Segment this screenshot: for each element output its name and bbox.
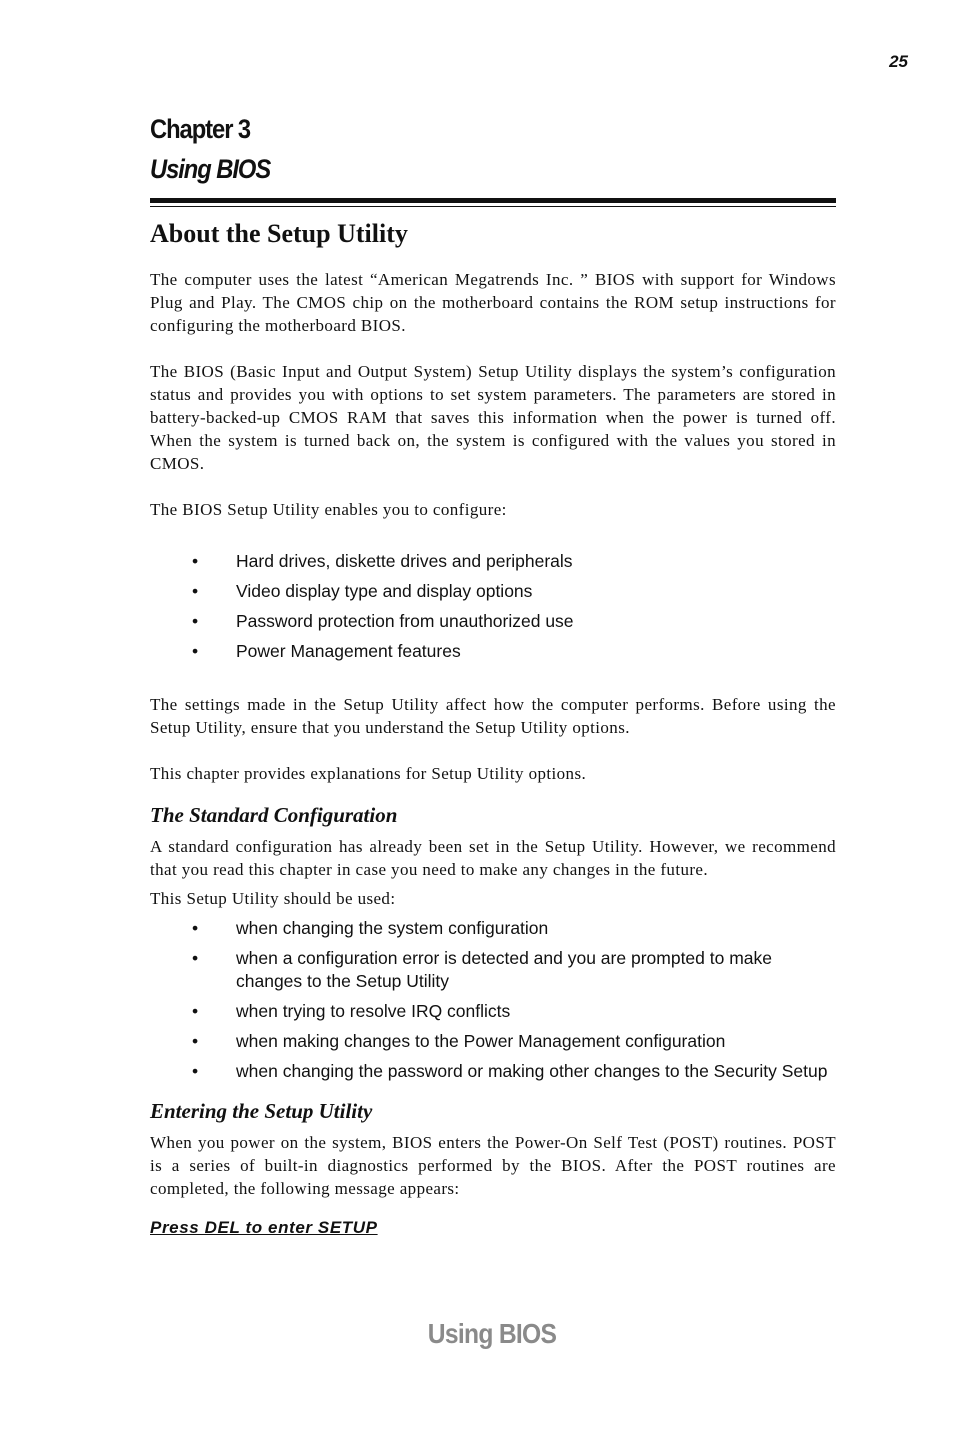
usage-list	[150, 917, 836, 1083]
standard-config-paragraph: A standard configuration has already been set in the Setup Utility. However, we recommend that you read this chapter in case you need to make any changes in the future.	[150, 837, 836, 879]
bullet-icon: •	[192, 918, 199, 938]
header-rule-thick	[150, 198, 836, 203]
chapter-title: Using BIOS	[150, 154, 271, 184]
entering-setup-paragraph: When you power on the system, BIOS enters the Power-On Self Test (POST) routines. POST is a series of built-in diagnostics performed by the BIOS. After the POST routines are completed, the following message appears:	[150, 1133, 836, 1198]
footer-title: Using BIOS	[427, 1318, 557, 1349]
bullet-icon: •	[192, 1001, 199, 1021]
list-item: • Password protection from unauthorized use	[192, 611, 574, 631]
list-item: • Power Management features	[192, 641, 461, 661]
standard-config-lead: This Setup Utility should be used:	[150, 889, 396, 908]
bullet-icon: •	[192, 1061, 199, 1081]
list-item: • when a configuration error is detected and you are prompted to make changes to the Setup Utility	[192, 948, 773, 991]
list-item: • when changing the password or making other changes to the Security Setup	[192, 1061, 828, 1081]
intro-paragraph: The BIOS Setup Utility enables you to configure:	[150, 500, 507, 519]
page-footer	[0, 1318, 954, 1350]
standard-config-title: The Standard Configuration	[150, 803, 398, 827]
bullet-icon: •	[192, 1031, 199, 1051]
bullet-icon: •	[192, 581, 199, 601]
bullet-icon: •	[192, 551, 199, 571]
bullet-icon: •	[192, 948, 199, 968]
configure-list	[150, 550, 836, 663]
body-paragraph: The settings made in the Setup Utility affect how the computer performs. Before using the Setup Utility, ensure that you understand the Setup Utility options.	[150, 695, 836, 737]
bullet-icon: •	[192, 641, 199, 661]
list-item: • Hard drives, diskette drives and peripherals	[192, 551, 573, 571]
bullet-icon: •	[192, 611, 199, 631]
header-rule-thin	[150, 206, 836, 207]
section-title: About the Setup Utility	[150, 219, 408, 248]
list-item: • when trying to resolve IRQ conflicts	[192, 1001, 511, 1021]
list-item: • when changing the system configuration	[192, 918, 549, 938]
entering-setup-title: Entering the Setup Utility	[150, 1099, 373, 1123]
list-item: • when making changes to the Power Management configuration	[192, 1031, 726, 1051]
intro-paragraph: The BIOS (Basic Input and Output System) Setup Utility displays the system’s configuration status and provides you with options to set system parameters. The parameters are stored in battery-backed-up CMOS RAM that saves this information when the power is turned off. When the system is turned back on, the system is configured with the values you stored in CMOS.	[150, 362, 836, 473]
press-del-message: Press DEL to enter SETUP	[150, 1218, 378, 1237]
intro-paragraph: The computer uses the latest “American Megatrends Inc. ” BIOS with support for Windows Plug and Play. The CMOS chip on the motherboard contains the ROM setup instructions for configuring the motherboard BIOS.	[150, 270, 836, 335]
chapter-label: Chapter 3	[150, 114, 251, 144]
body-paragraph: This chapter provides explanations for Setup Utility options.	[150, 764, 587, 783]
list-item: • Video display type and display options	[192, 581, 533, 601]
page-content	[150, 112, 836, 1238]
page-number: 25	[889, 52, 908, 71]
